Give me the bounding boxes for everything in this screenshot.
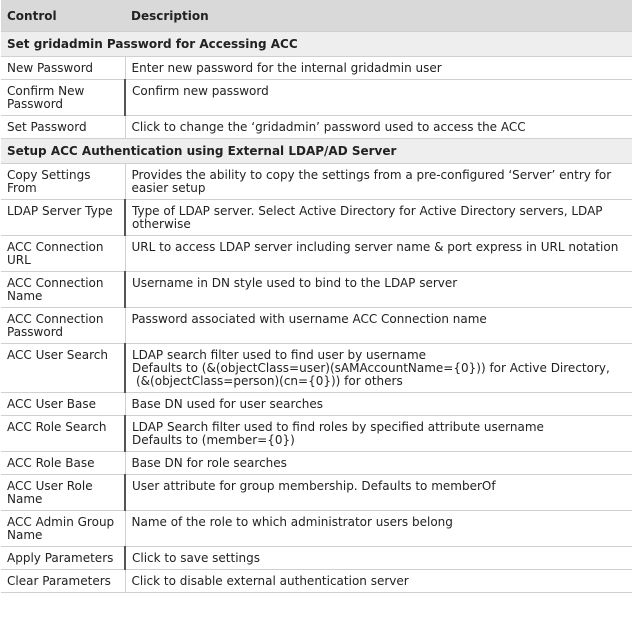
control-cell: ACC Connection URL [1,236,125,272]
description-line: Defaults to (&(objectClass=user)(sAMAccountName={0})) for Active Directory, [132,361,610,375]
control-cell: ACC Admin Group Name [1,511,125,547]
control-cell: Confirm New Password [1,80,125,116]
table-header-row [1,0,632,32]
description-cell: Username in DN style used to bind to the LDAP server [125,272,632,308]
table-row [1,475,632,511]
control-cell: ACC Connection Name [1,272,125,308]
table-row [1,511,632,547]
section-title: Set gridadmin Password for Accessing ACC [1,32,632,57]
description-cell: Base DN for role searches [125,452,632,475]
control-description-table [1,0,632,593]
description-line: (&(objectClass=person)(cn={0})) for others [136,374,403,388]
control-cell: Set Password [1,116,125,139]
section-title: Setup ACC Authentication using External LDAP/AD Server [1,139,632,164]
control-cell: Clear Parameters [1,570,125,593]
control-cell: ACC Role Search [1,416,125,452]
section-row-ldap [1,139,632,164]
table-row [1,547,632,570]
description-cell: URL to access LDAP server including server name & port express in URL notation [125,236,632,272]
control-cell: ACC Connection Password [1,308,125,344]
table-row [1,164,632,200]
table-row [1,393,632,416]
description-cell: Base DN used for user searches [125,393,632,416]
table-row [1,344,632,393]
control-cell: Apply Parameters [1,547,125,570]
description-cell: Enter new password for the internal gridadmin user [125,57,632,80]
control-cell: ACC Role Base [1,452,125,475]
description-cell: User attribute for group membership. Defaults to memberOf [125,475,632,511]
description-cell: Click to disable external authentication server [125,570,632,593]
table-row [1,416,632,452]
description-line: LDAP Search filter used to find roles by specified attribute username [132,420,544,434]
control-cell: LDAP Server Type [1,200,125,236]
table-row [1,452,632,475]
description-cell [125,344,632,393]
table-row [1,200,632,236]
section-row-password [1,32,632,57]
description-cell: Name of the role to which administrator users belong [125,511,632,547]
control-cell: ACC User Search [1,344,125,393]
table-row [1,272,632,308]
table-row [1,116,632,139]
control-cell: ACC User Base [1,393,125,416]
header-description: Description [125,0,632,32]
table-row [1,308,632,344]
control-cell: ACC User Role Name [1,475,125,511]
control-cell: Copy Settings From [1,164,125,200]
table-row [1,236,632,272]
control-cell: New Password [1,57,125,80]
table-row [1,80,632,116]
header-control: Control [1,0,125,32]
description-cell: Provides the ability to copy the settings from a pre-configured ‘Server’ entry for easier setup [125,164,632,200]
table-row [1,57,632,80]
description-line: Defaults to (member={0}) [132,433,295,447]
description-line: LDAP search filter used to find user by username [132,348,427,362]
description-cell [125,416,632,452]
description-cell: Click to save settings [125,547,632,570]
description-cell: Password associated with username ACC Connection name [125,308,632,344]
description-cell: Type of LDAP server. Select Active Directory for Active Directory servers, LDAP otherwise [125,200,632,236]
table-row [1,570,632,593]
description-cell: Confirm new password [125,80,632,116]
description-cell: Click to change the ‘gridadmin’ password used to access the ACC [125,116,632,139]
